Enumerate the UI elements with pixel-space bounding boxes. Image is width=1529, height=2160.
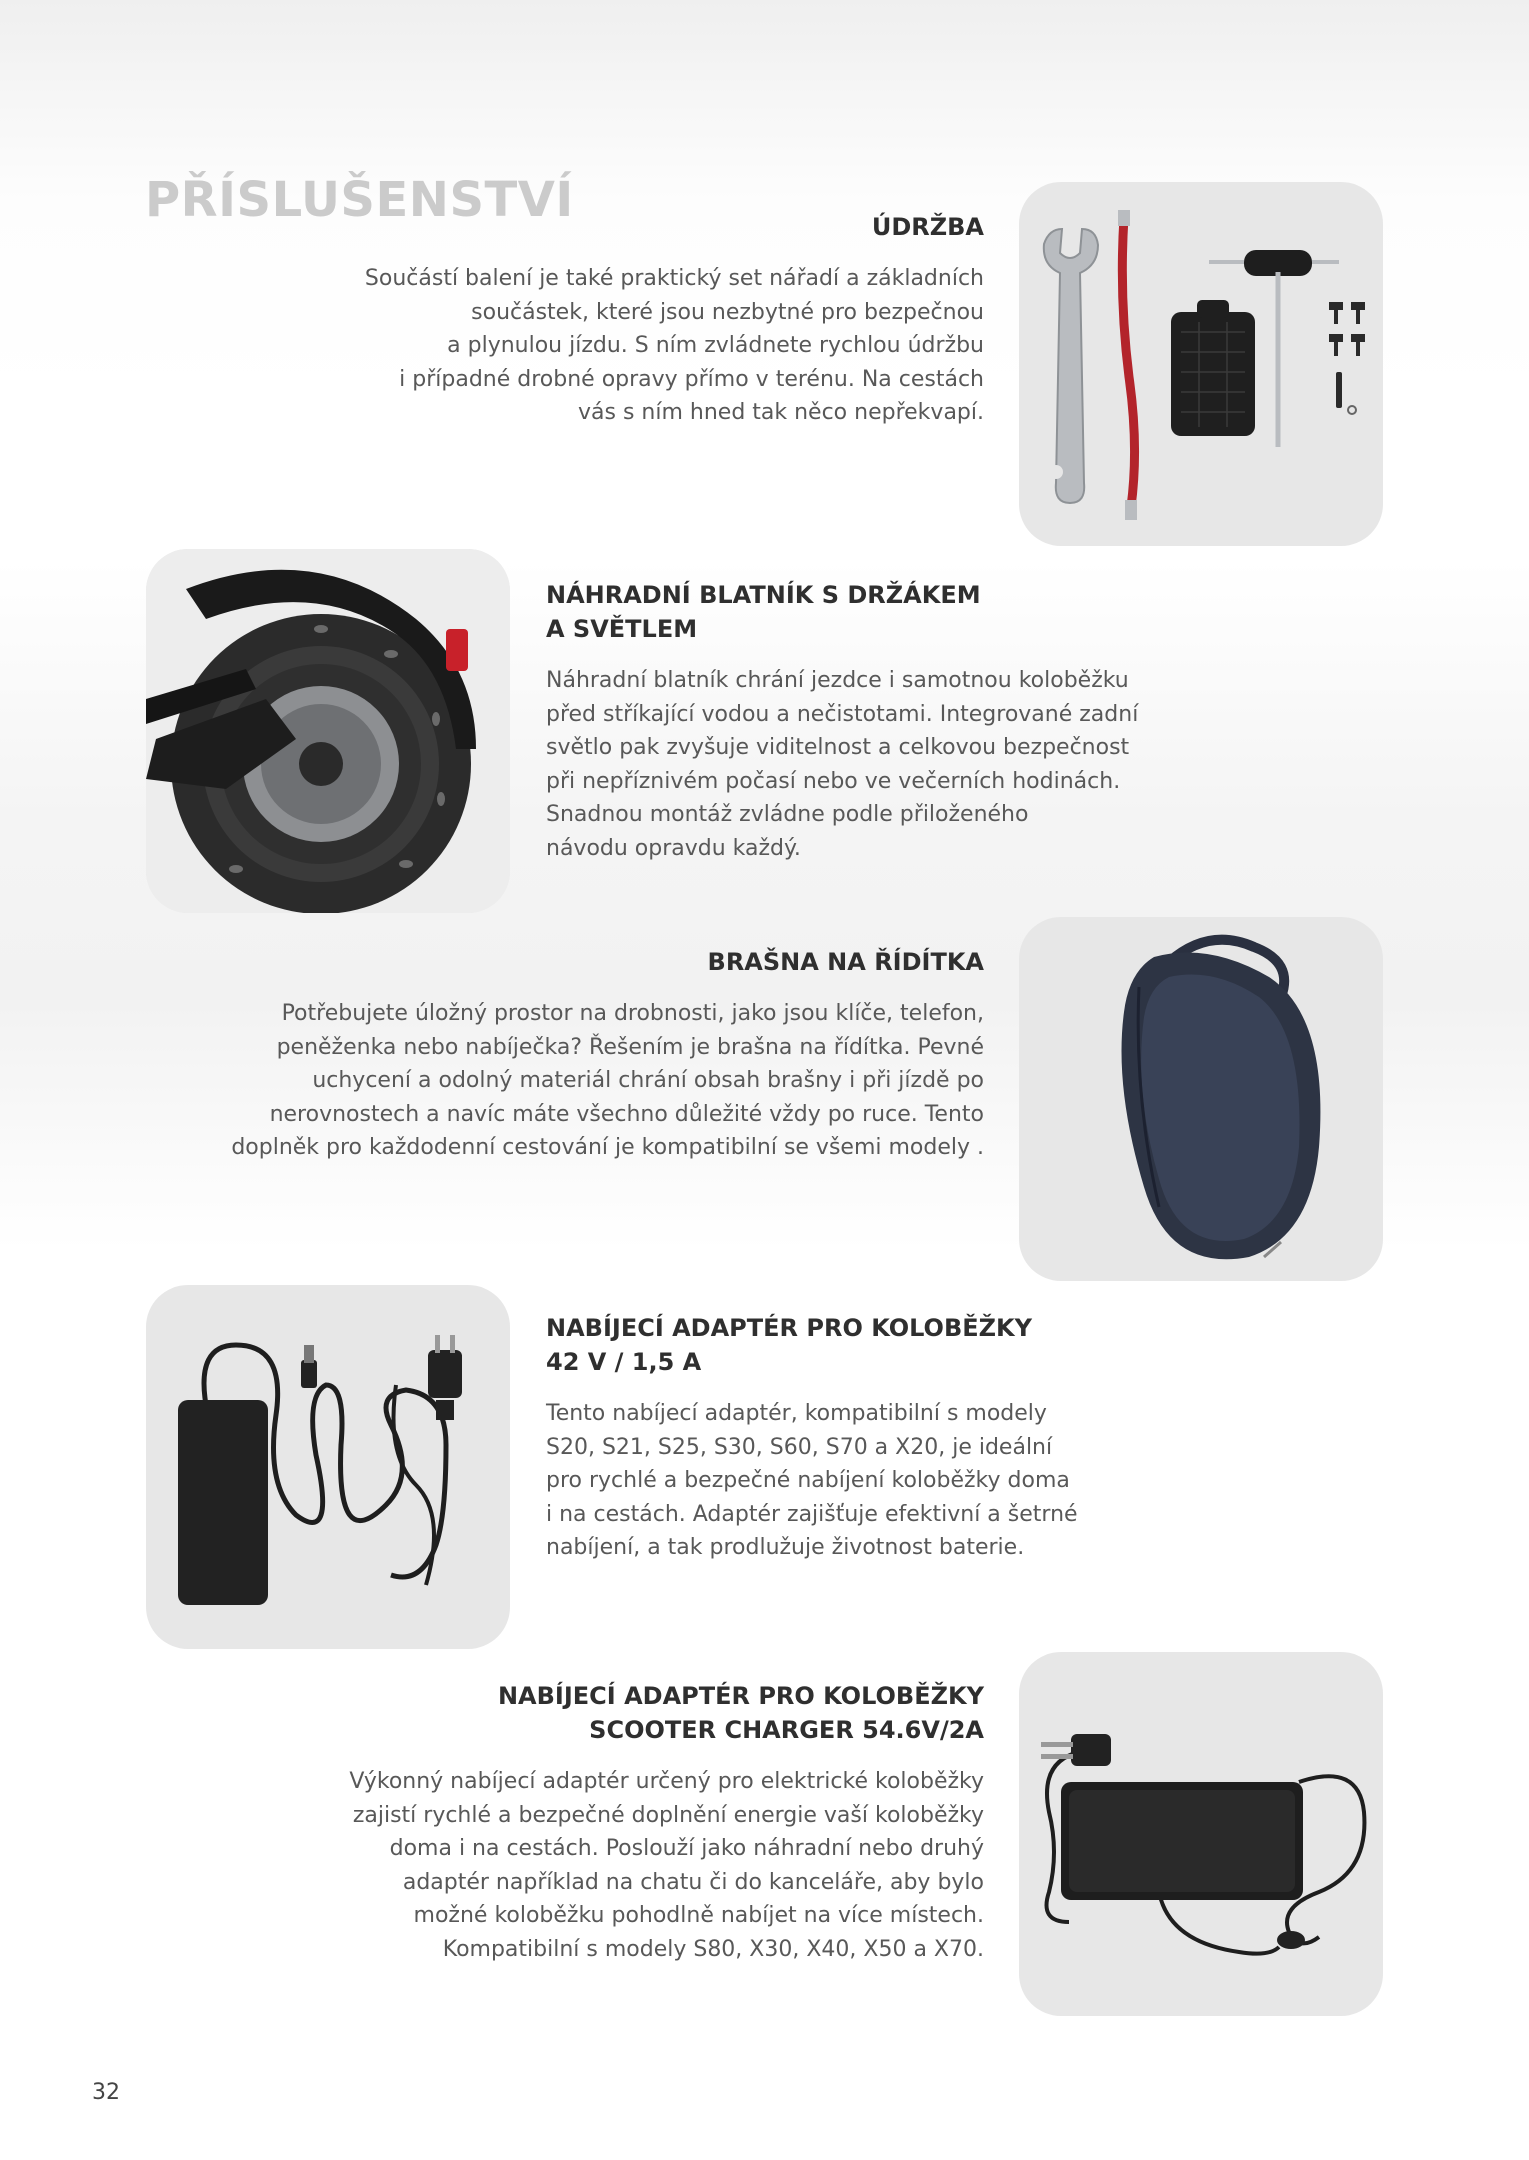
section-text: Náhradní blatník chrání jezdce i samotnou koloběžku před stříkající vodou a nečistotami. Integrované zadní světlo pak zvyšuje viditelnost a celkovou bezpečnost při nepříznivém počasí nebo ve večerních hodinách. Snadnou montáž zvládne podle přiloženého návodu opravdu každý. <box>546 668 1139 861</box>
section-bag <box>231 945 984 1165</box>
section-heading: NABÍJECÍ ADAPTÉR PRO KOLOBĚŽKY SCOOTER CHARGER 54.6V/2A <box>497 1682 984 1744</box>
section-heading: BRAŠNA NA ŘÍDÍTKA <box>707 948 984 976</box>
section-text: Součástí balení je také praktický set nářadí a základních součástek, které jsou nezbytné pro bezpečnou a plynulou jízdu. S ním zvládnete rychlou údržbu i případné drobné opravy přímo v terénu. Na cestách vás s ním hned tak něco nepřekvapí. <box>364 266 984 425</box>
tool-kit-icon <box>1019 182 1383 546</box>
charger-42v-icon <box>146 1285 510 1649</box>
page-number: 32 <box>92 2080 120 2105</box>
tool-kit-photo <box>1019 182 1383 546</box>
charger-54v-photo <box>1019 1652 1383 2016</box>
bag-photo <box>1019 917 1383 1281</box>
fender-photo <box>146 549 510 913</box>
section-charger-54v <box>349 1679 984 1966</box>
section-heading: NÁHRADNÍ BLATNÍK S DRŽÁKEM A SVĚTLEM <box>546 581 981 643</box>
section-maintenance <box>365 210 984 430</box>
section-fender <box>546 578 1138 865</box>
section-text: Výkonný nabíjecí adaptér určený pro elektrické koloběžky zajistí rychlé a bezpečné doplnění energie vaší koloběžky doma i na cestách. Poslouží jako náhradní nebo druhý adaptér například na chatu či do kanceláře, aby bylo možné koloběžku pohodlně nabíjet na více místech. Kompatibilní s modely S80, X30, X40, X50 a X70. <box>349 1769 984 1962</box>
charger-54v-icon <box>1019 1652 1383 2016</box>
handlebar-bag-icon <box>1019 917 1383 1281</box>
section-heading: NABÍJECÍ ADAPTÉR PRO KOLOBĚŽKY 42 V / 1,5 A <box>546 1314 1033 1376</box>
charger-42v-photo <box>146 1285 510 1649</box>
fender-wheel-icon <box>146 549 510 913</box>
section-text: Tento nabíjecí adaptér, kompatibilní s modely S20, S21, S25, S30, S60, S70 a X20, je ideální pro rychlé a bezpečné nabíjení koloběžky doma i na cestách. Adaptér zajišťuje efektivní a šetrné nabíjení, a tak prodlužuje životnost baterie. <box>546 1401 1078 1560</box>
section-heading: ÚDRŽBA <box>871 213 984 241</box>
section-charger-42v <box>546 1311 1078 1565</box>
section-text: Potřebujete úložný prostor na drobnosti, jako jsou klíče, telefon, peněženka nebo nabíječka? Řešením je brašna na řídítka. Pevné uchycení a odolný materiál chrání obsah brašny i při jízdě po nerovnostech a navíc máte všechno důležité vždy po ruce. Tento doplněk pro každodenní cestování je kompatibilní se všemi modely . <box>231 1001 984 1160</box>
page-title: PŘÍSLUŠENSTVÍ <box>145 172 574 228</box>
